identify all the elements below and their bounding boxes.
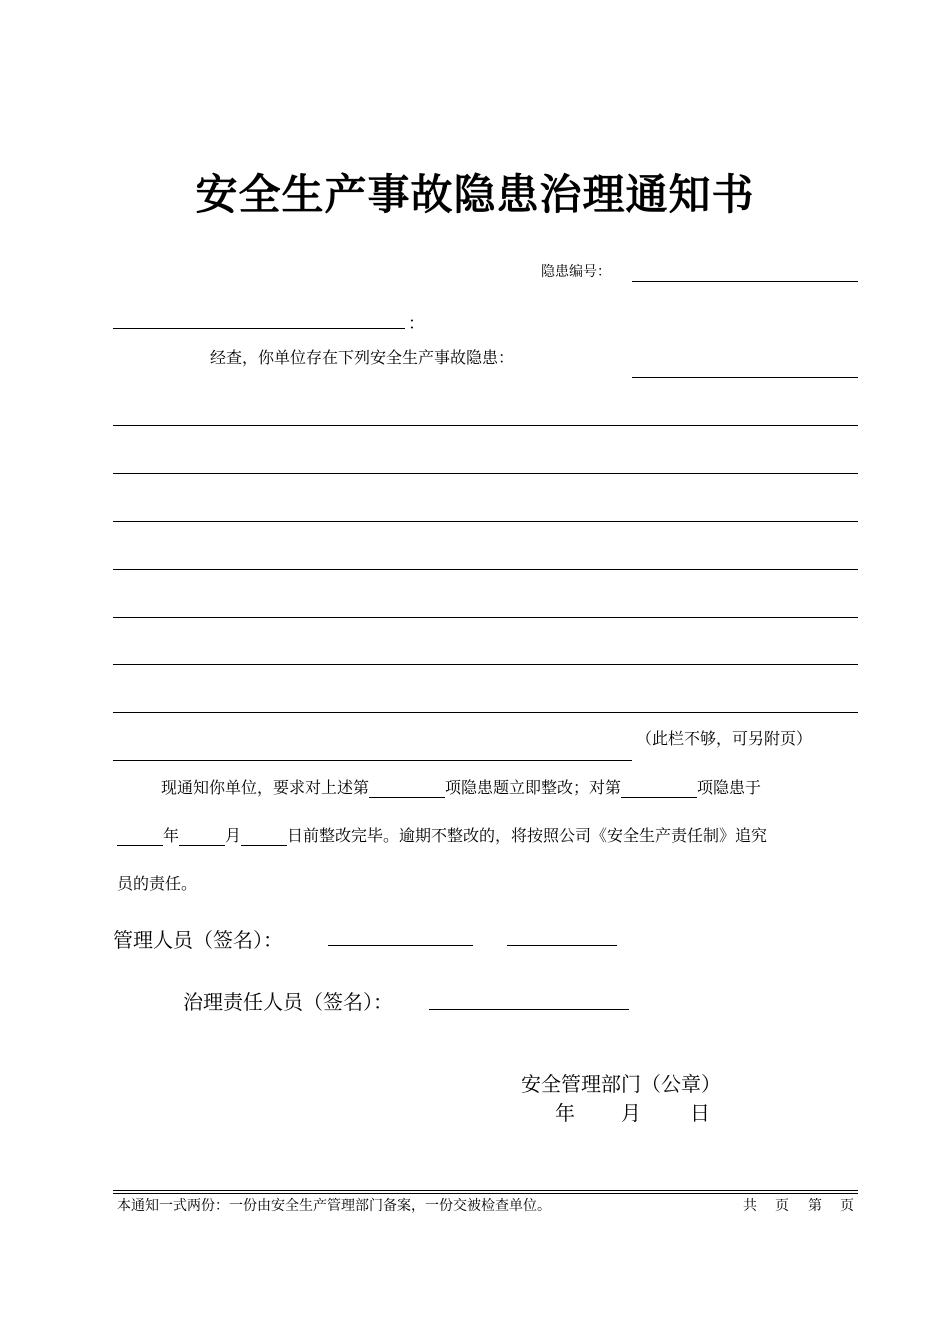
footer-note: 本通知一式两份：一份由安全生产管理部门备案，一份交被检查单位。	[117, 1198, 551, 1214]
footer-rule-bottom	[113, 1193, 858, 1194]
hazard-line-5[interactable]	[113, 617, 858, 618]
seal-date-month: 月	[621, 1101, 641, 1125]
responsible-sign-field[interactable]	[429, 1009, 629, 1010]
hazard-line-1[interactable]	[113, 425, 858, 426]
addressee-colon: ：	[408, 314, 425, 334]
hazard-line-8[interactable]	[113, 760, 632, 761]
deadline-items-field[interactable]	[621, 779, 697, 798]
para1-text-c: 项隐患于	[697, 778, 762, 797]
hazard-line-0[interactable]	[632, 377, 858, 378]
footer-total-label: 共	[743, 1198, 757, 1214]
hazard-line-7[interactable]	[113, 712, 858, 713]
seal-date-day: 日	[690, 1101, 710, 1125]
footer-page-label: 第	[808, 1198, 822, 1214]
responsible-sign-label: 治理责任人员（签名）：	[183, 990, 393, 1014]
intro-text: 经查，你单位存在下列安全生产事故隐患：	[210, 348, 515, 367]
hazard-line-3[interactable]	[113, 521, 858, 522]
deadline-month-field[interactable]	[179, 827, 225, 846]
para2-month: 月	[225, 826, 242, 845]
footer-page-unit: 页	[840, 1198, 854, 1214]
rectify-paragraph-line1	[161, 775, 761, 798]
hazard-line-2[interactable]	[113, 473, 858, 474]
rectify-paragraph-line3: 员的责任。	[117, 874, 198, 893]
addressee-field[interactable]	[113, 328, 405, 329]
para1-text-b: 项隐患题立即整改；对第	[445, 778, 622, 797]
deadline-day-field[interactable]	[241, 827, 287, 846]
hazard-line-6[interactable]	[113, 664, 858, 665]
para2-year: 年	[163, 826, 180, 845]
para1-text-a: 现通知你单位，要求对上述第	[161, 778, 370, 797]
management-sign-field-1[interactable]	[328, 945, 473, 946]
document-title: 安全生产事故隐患治理通知书	[195, 170, 755, 219]
hazard-line-4[interactable]	[113, 569, 858, 570]
hazard-number-label: 隐患编号：	[541, 264, 611, 280]
extra-page-note: （此栏不够，可另附页）	[636, 729, 813, 748]
immediate-items-field[interactable]	[369, 779, 445, 798]
management-sign-field-2[interactable]	[507, 945, 617, 946]
footer-total-unit: 页	[775, 1198, 789, 1214]
footer-rule-top	[113, 1190, 858, 1191]
department-seal-label: 安全管理部门（公章）	[521, 1072, 721, 1096]
para2-rest: 日前整改完毕。逾期不整改的，将按照公司《安全生产责任制》追究	[287, 826, 768, 845]
seal-date-year: 年	[555, 1101, 575, 1125]
rectify-paragraph-line2	[117, 823, 860, 846]
deadline-year-field[interactable]	[117, 827, 163, 846]
management-sign-label: 管理人员（签名）：	[113, 928, 283, 952]
hazard-number-field[interactable]	[632, 281, 858, 282]
